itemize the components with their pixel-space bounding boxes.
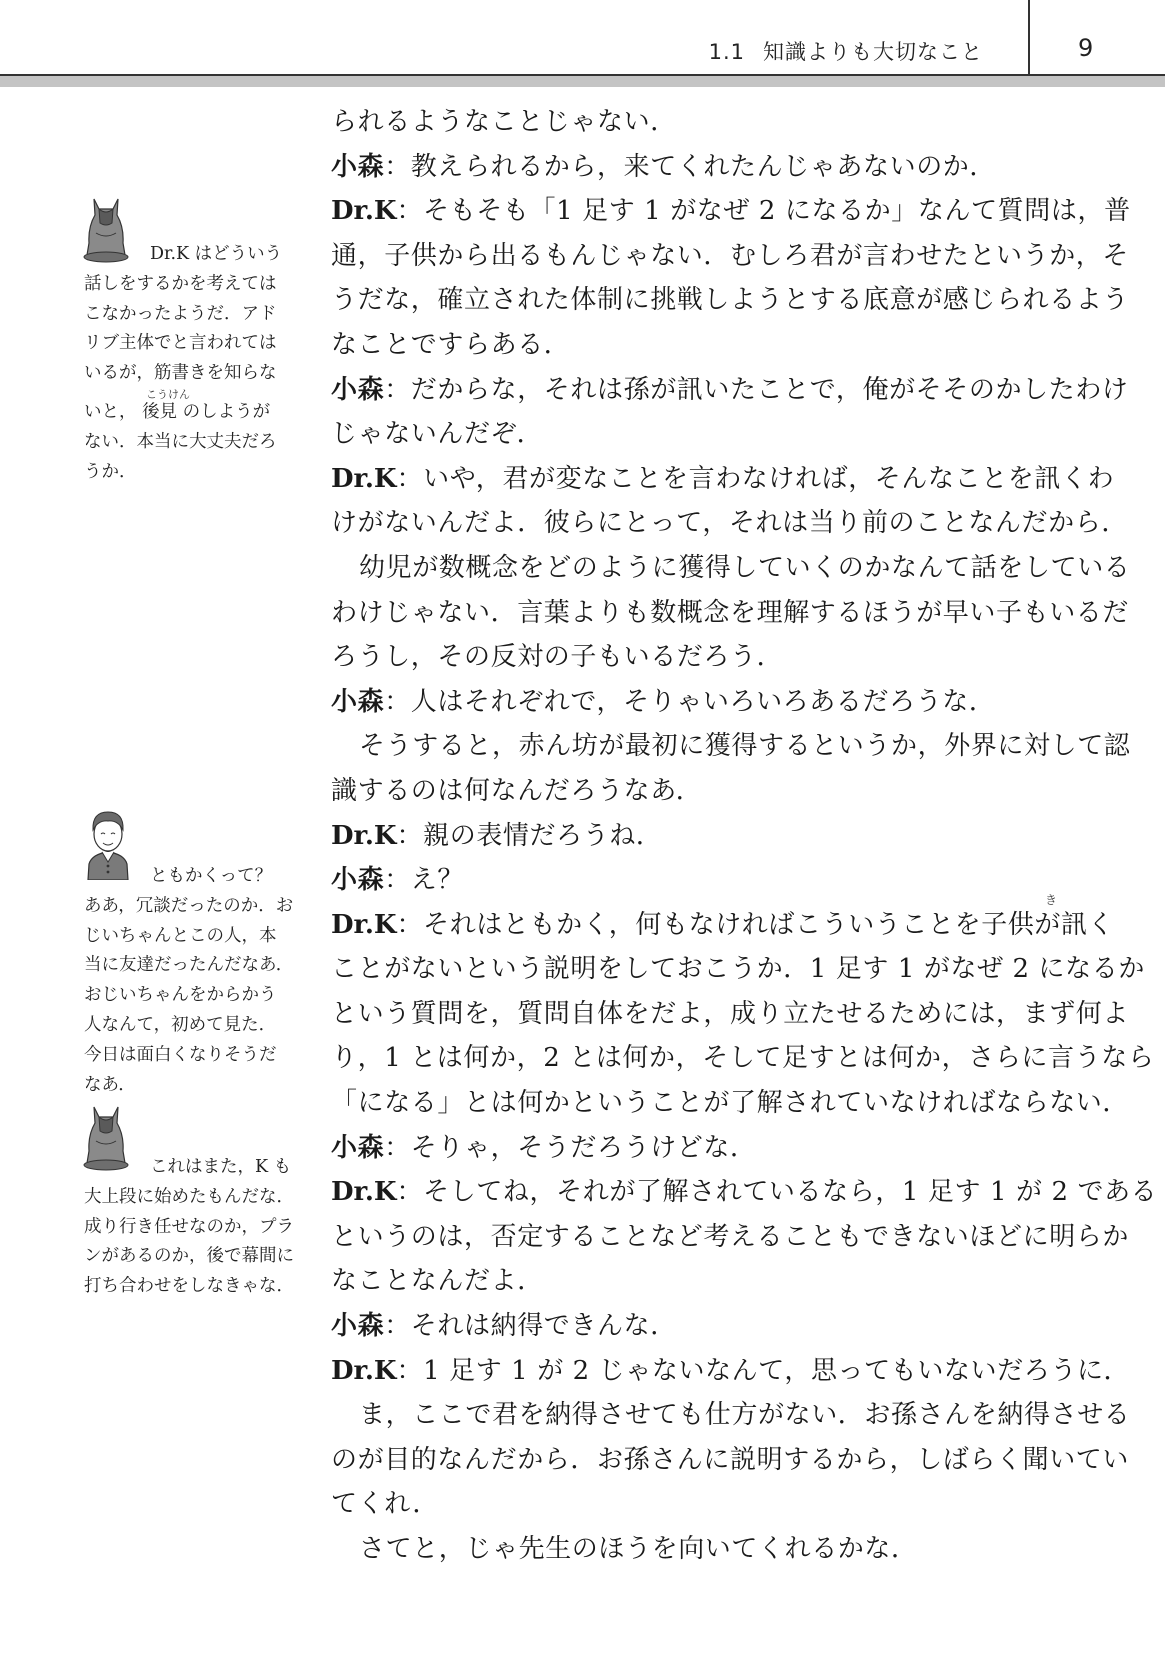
line-text: り，1 とは何か，2 とは何か，そして足すとは何か，さらに言うなら	[331, 1043, 1155, 1074]
text-line	[331, 724, 1131, 769]
speaker-label: Dr.K	[331, 909, 397, 940]
note-line: いと， 後見 のしようが	[84, 401, 271, 422]
line-text: のが目的なんだから．お孫さんに説明するから，しばらく聞いてい	[331, 1444, 1130, 1475]
line-text: そうすると，赤ん坊が最初に獲得するというか，外界に対して認	[359, 731, 1131, 762]
running-header	[709, 36, 983, 66]
text-line	[331, 769, 1101, 814]
note-line: こなかったようだ．アド	[84, 303, 277, 324]
speaker-label: Dr.K	[331, 820, 397, 851]
margin-note-3	[84, 1153, 302, 1302]
text-line	[331, 1393, 1131, 1438]
line-text: 通，子供から出るもんじゃない．むしろ君が言わせたというか，そ	[331, 240, 1130, 271]
text-line	[331, 1036, 1155, 1081]
line-text: ま，ここで君を納得させても仕方がない．お孫さんを納得させる	[359, 1400, 1131, 1431]
line-text: ：親の表情だろうね．	[396, 820, 663, 851]
section-number: 1.1	[708, 40, 745, 64]
line-text: という質問を，質問自体をだよ，成り立たせるためには，まず何よ	[331, 998, 1130, 1029]
line-text: ことがないという説明をしておこうか．1 足す 1 がなぜ 2 になるか	[331, 954, 1145, 985]
note-line: 当に友達だったんだなあ．	[84, 955, 294, 976]
line-text: けがないんだよ．彼らにとって，それは当り前のことなんだから．	[331, 508, 1128, 539]
line-text: られるようなことじゃない．	[331, 107, 677, 137]
text-line	[331, 1482, 1101, 1527]
line-text: さてと，じゃ先生のほうを向いてくれるかな．	[359, 1534, 918, 1564]
line-text: 幼児が数概念をどのように獲得していくのかなんて話をしている	[359, 552, 1131, 583]
note-line: 今日は面白くなりそうだ	[84, 1044, 277, 1065]
line-text: ：そりゃ，そうだろうけどな．	[384, 1132, 757, 1163]
text-line	[331, 234, 1130, 279]
text-line	[331, 591, 1130, 636]
line-text: ：そしてね，それが了解されているなら，1 足す 1 が 2 である	[396, 1177, 1158, 1208]
header-divider	[1028, 0, 1030, 76]
note-line: ない．本当に大丈夫だろ	[84, 431, 277, 452]
ruby-kiku: き	[1045, 893, 1058, 907]
line-text: というのは，否定することなど考えることもできないほどに明らか	[331, 1221, 1130, 1252]
main-text	[331, 100, 1158, 1572]
page-number: 9	[1078, 34, 1094, 62]
speaker-label: Dr.K	[331, 1355, 397, 1386]
text-line	[331, 1438, 1130, 1483]
text-line	[331, 947, 1145, 992]
text-line	[331, 412, 1101, 457]
note-line: これはまた，K も	[150, 1157, 292, 1177]
text-line	[331, 1259, 1101, 1304]
speaker-label: 小森	[331, 865, 385, 896]
speaker-label: 小森	[331, 1132, 385, 1163]
text-line	[331, 368, 1129, 413]
line-text: ：だからな，それは孫が訊いたことで，俺がそそのかしたわけ	[384, 374, 1129, 405]
text-line	[331, 501, 1128, 546]
note-line: おじいちゃんをからかう	[84, 985, 277, 1006]
text-line	[331, 858, 1101, 903]
section-title: 知識よりも大切なこと	[763, 40, 983, 64]
text-line	[331, 1170, 1158, 1215]
note-line: 成り行き任せなのか，プラ	[84, 1216, 294, 1237]
line-text: ろうし，その反対の子もいるだろう．	[331, 642, 784, 673]
note-line: じいちゃんとこの人，本	[84, 925, 277, 946]
speaker-label: 小森	[331, 686, 385, 717]
note-line: いるが，筋書きを知らな	[84, 363, 277, 384]
speaker-label: Dr.K	[331, 463, 397, 494]
line-text: 識するのは何なんだろうなあ．	[331, 775, 703, 806]
text-line	[331, 100, 1101, 145]
line-text: なことなんだよ．	[331, 1266, 544, 1297]
note-line: なあ．	[84, 1074, 136, 1095]
line-text: ：教えられるから，来てくれたんじゃあないのか．	[384, 151, 997, 182]
note-line: 話しをするかを考えては	[84, 273, 277, 294]
line-text: ：そもそも「1 足す 1 がなぜ 2 になるか」なんて質問は，普	[396, 196, 1131, 227]
margin-note-1	[84, 240, 302, 487]
line-text: うだな，確立された体制に挑戦しようとする底意が感じられるよう	[331, 285, 1130, 316]
line-text: なことですらある．	[331, 329, 571, 360]
text-line	[331, 546, 1131, 591]
speaker-label: 小森	[331, 151, 385, 182]
line-text: わけじゃない．言葉よりも数概念を理解するほうが早い子もいるだ	[331, 597, 1130, 628]
text-line	[331, 1527, 1101, 1572]
line-text: ：それは納得できんな．	[384, 1311, 677, 1342]
line-text: ：え？	[384, 865, 465, 896]
line-text: ：人はそれぞれで，そりゃいろいろあるだろうな．	[384, 686, 996, 717]
note-line: リブ主体でと言われては	[84, 333, 277, 354]
text-line	[331, 145, 1101, 190]
line-text: 「になる」とは何かということが了解されていなければならない．	[331, 1088, 1130, 1119]
text-line	[331, 1215, 1130, 1260]
text-line	[331, 189, 1131, 234]
note-line: ああ，冗談だったのか．お	[84, 895, 294, 916]
note-line: Dr.K はどういう	[150, 244, 283, 264]
text-line	[331, 278, 1130, 323]
note-line: うか．	[84, 461, 137, 482]
line-text: じゃないんだぞ．	[331, 419, 544, 450]
margin-note-2	[84, 862, 302, 1100]
text-line	[331, 903, 1115, 948]
text-line	[331, 1081, 1130, 1126]
speaker-label: 小森	[331, 374, 385, 405]
note-line: 大上段に始めたもんだな．	[84, 1186, 294, 1207]
note-line: ンがあるのか，後で幕間に	[84, 1246, 294, 1267]
line-text: ：1 足す 1 が 2 じゃないなんて，思ってもいないだろうに．	[396, 1355, 1131, 1386]
text-line	[331, 1126, 1101, 1171]
line-text: てくれ．	[331, 1489, 439, 1520]
text-line	[331, 992, 1130, 1037]
text-line	[331, 457, 1115, 502]
ruby-gloss: こうけん	[146, 387, 190, 401]
speaker-label: Dr.K	[331, 196, 397, 227]
note-line: ともかくって？	[150, 866, 273, 886]
note-line: 人なんて，初めて見た．	[84, 1014, 277, 1035]
speaker-label: 小森	[331, 1311, 385, 1342]
text-line	[331, 680, 1101, 725]
text-line	[331, 1304, 1101, 1349]
header-band	[0, 76, 1165, 87]
text-line	[331, 814, 1101, 859]
line-text: ：いや，君が変なことを言わなければ，そんなことを訊くわ	[396, 463, 1115, 494]
text-line	[331, 323, 1101, 368]
speaker-label: Dr.K	[331, 1177, 397, 1208]
text-line	[331, 635, 1101, 680]
note-line: 打ち合わせをしなきゃな．	[84, 1276, 294, 1297]
text-line	[331, 1349, 1131, 1394]
line-text: ：それはともかく，何もなければこういうことを子供が訊く	[396, 909, 1115, 940]
